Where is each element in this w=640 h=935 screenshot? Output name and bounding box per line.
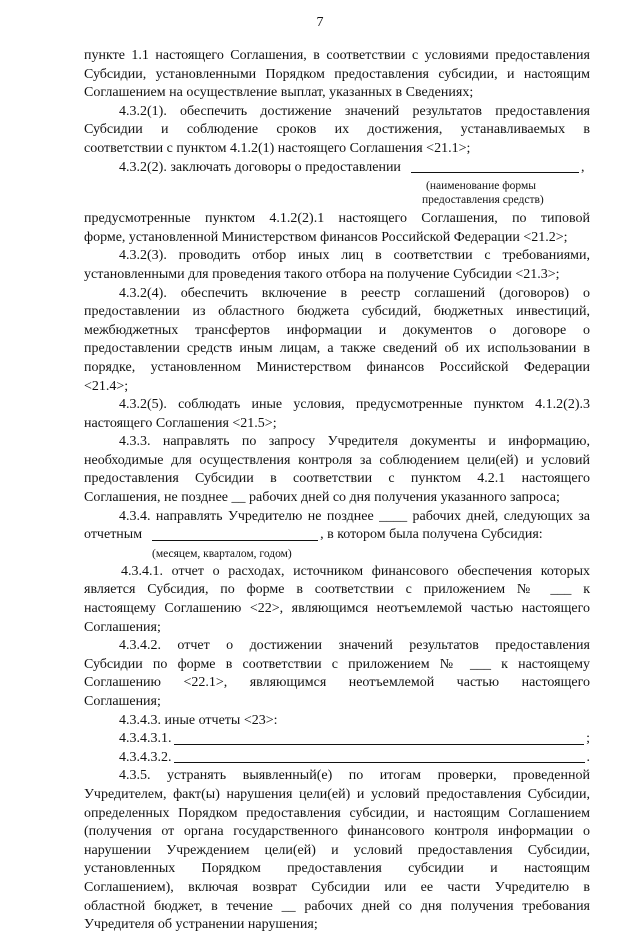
text-line: форме, установленной Министерством финансов Российской Федерации <21.2>;: [84, 229, 568, 245]
paragraph-4-3-4: [84, 508, 590, 561]
text-line: Соглашению <22.1>, являющимся неотъемлемой частью настоящего: [84, 675, 590, 691]
text-line: 4.3.2(2). заключать договоры о предоставлении: [119, 159, 401, 175]
text-line: Субсидии, установленными Порядком предоставления субсидии, и настоящим: [84, 66, 590, 82]
form-line: [84, 159, 590, 178]
text-line: предоставления Субсидии в соответствии с пунктом 4.2.1 настоящего: [84, 471, 590, 487]
paragraph-4-3-4-2: [84, 637, 590, 711]
text-line: <21.4>;: [84, 378, 129, 394]
caption-line: предоставления средств): [422, 194, 544, 207]
text-line: 4.3.2(4). обеспечить включение в реестр соглашений (договоров) о: [119, 285, 590, 301]
paragraph-4-3-2-2-rest: [84, 210, 590, 247]
text-line: установленными для проведения такого отбора на получение Субсидии <21.3>;: [84, 266, 560, 282]
text-line: Соглашения;: [84, 619, 161, 635]
text-line: порядке, установленном Министерством финансов Российской Федерации: [84, 359, 590, 375]
paragraph-4-3-3: [84, 433, 590, 507]
paragraph-4-3-4-3: [84, 712, 590, 731]
text-line: предусмотренные пунктом 4.1.2(2).1 настоящего Соглашения, по типовой: [84, 211, 590, 227]
paragraph-4-3-2-3: [84, 247, 590, 284]
text-fragment: ;: [586, 731, 590, 747]
text-line: установленных Порядком предоставления субсидии и настоящим: [84, 861, 590, 877]
text-line: необходимые для осуществления контроля за соблюдением цели(ей) и условий: [84, 452, 590, 468]
paragraph-4-3-2-1: [84, 103, 590, 159]
field-caption: [84, 179, 590, 207]
form-line-4-3-4-3-2: [84, 749, 590, 768]
text-line: настоящего Соглашения <21.5>;: [84, 415, 277, 431]
paragraph-intro: [84, 47, 590, 103]
text-line: Учредителя об устранении нарушения;: [84, 917, 318, 933]
text-line: 4.3.2(5). соблюдать иные условия, предусмотренные пунктом 4.1.2(2).3: [119, 397, 590, 413]
paragraph-4-3-2-4: [84, 285, 590, 397]
blank-field: [174, 761, 585, 763]
text-line: (получения от органа государственного финансового контроля информации о: [84, 824, 590, 840]
text-line: 4.3.2(1). обеспечить достижение значений результатов предоставления: [119, 103, 590, 119]
text-line: нарушении Учреждением цели(ей) и условий предоставления Субсидии,: [84, 842, 590, 858]
text-fragment: .: [586, 749, 590, 765]
text-line: является Субсидия, по форме в соответствии с приложением № ___ к: [84, 582, 590, 598]
text-line: 4.3.5. устранять выявленный(е) по итогам проверки, проведенной: [119, 768, 590, 784]
caption-line: (наименование формы: [426, 180, 536, 193]
text-line: 4.3.3. направлять по запросу Учредителя документы и информацию,: [119, 434, 590, 450]
text-fragment: отчетным: [84, 527, 143, 543]
paragraph-4-3-2-2: [84, 159, 590, 248]
text-fragment: 4.3.4.3.2.: [119, 749, 172, 765]
text-line: Соглашением на осуществление выплат, указанных в Сведениях;: [84, 85, 474, 101]
text-line: областной бюджет, в течение __ рабочих дней со дня получения требования: [84, 898, 590, 914]
blank-field: [411, 171, 579, 173]
text-line: пункте 1.1 настоящего Соглашения, в соответствии с условиями предоставления: [84, 48, 590, 63]
page-number: 7: [316, 15, 324, 30]
paragraph-4-3-5: [84, 767, 590, 934]
text-line: 4.3.4. направлять Учредителю не позднее ____ рабочих дней, следующих за: [119, 508, 590, 524]
text-line: 4.3.4.2. отчет о достижении значений результатов предоставления: [119, 638, 590, 654]
blank-field: [174, 743, 585, 745]
text-line: соответствии с пунктом 4.1.2(1) настоящего Соглашения <21.1>;: [84, 140, 471, 156]
form-line-4-3-4-3-1: [84, 730, 590, 749]
blank-field: [152, 539, 318, 541]
text-fragment: ,: [580, 159, 585, 175]
text-fragment: 4.3.4.3.1.: [119, 731, 172, 747]
text-line: настоящему Соглашению <22>, являющимся неотъемлемой частью настоящего: [84, 601, 590, 617]
text-line: определенных Порядком предоставления субсидии, и настоящим Соглашением: [84, 805, 590, 821]
text-line: 4.3.4.1. отчет о расходах, источником финансового обеспечения которых: [121, 563, 590, 579]
text-line: Учредителем, факт(ы) нарушения цели(ей) и условий предоставления Субсидии,: [84, 786, 590, 802]
text-fragment: , в котором была получена Субсидия:: [320, 527, 543, 543]
form-line: [84, 526, 590, 545]
text-line: Субсидии по форме в соответствии с приложением № ___ к настоящему: [84, 656, 590, 672]
text-line: Соглашением), включая возврат Субсидии или ее части Учредителю в: [84, 879, 590, 895]
document-body: [84, 47, 590, 935]
text-line: Субсидии и соблюдение сроков их достижения, устанавливаемых в: [84, 122, 590, 138]
text-line: межбюджетных трансфертов информации и документов о договоре о: [84, 322, 590, 338]
text-line: 4.3.4.3. иные отчеты <23>:: [119, 712, 278, 728]
text-line: предоставлении средств иным лицам, а также сведений об их использовании в: [84, 341, 590, 357]
text-line: Соглашения;: [84, 694, 161, 709]
field-caption: (месяцем, кварталом, годом): [152, 547, 292, 560]
text-line: 4.3.2(3). проводить отбор иных лиц в соответствии с требованиями,: [119, 248, 590, 264]
paragraph-4-3-4-1: [84, 563, 590, 637]
paragraph-4-3-2-5: [84, 396, 590, 433]
text-line: предоставлении из областного бюджета субсидий, бюджетных инвестиций,: [84, 304, 590, 320]
text-line: Соглашения, не позднее __ рабочих дней со дня получения указанного запроса;: [84, 490, 560, 506]
